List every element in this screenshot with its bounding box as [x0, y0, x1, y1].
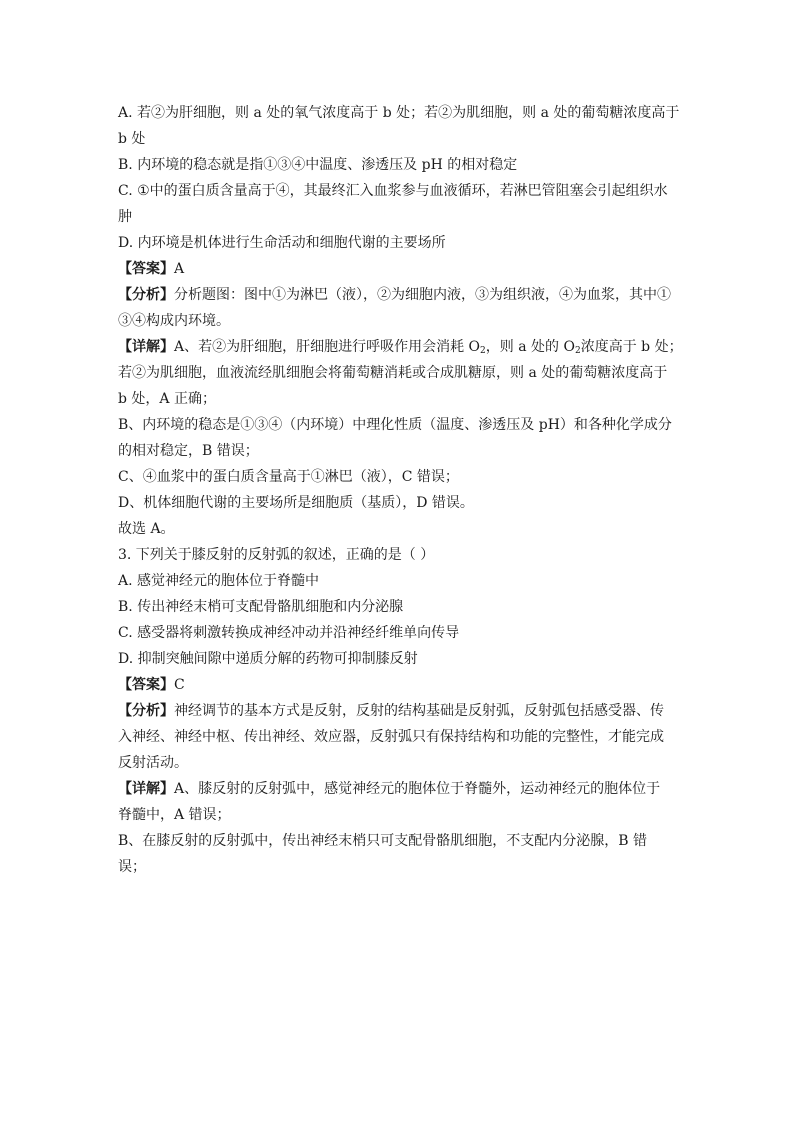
q2-detail-1c: 浓度高于 b 处；: [580, 339, 683, 355]
q2-detail-1a: A、若②为肝细胞，肝细胞进行呼吸作用会消耗 O: [174, 339, 481, 355]
q3-detail-line4: 误；: [118, 859, 146, 875]
document-page: [118, 100, 683, 880]
q2-detail-line7: D、机体细胞代谢的主要场所是细胞质（基质），D 错误。: [118, 495, 474, 511]
q3-option-d: D. 抑制突触间隙中递质分解的药物可抑制膝反射: [118, 651, 418, 667]
q3-detail-line2: 脊髓中，A 错误；: [118, 807, 231, 823]
q2-option-c-line1: C. ①中的蛋白质含量高于④，其最终汇入血浆参与血液循环，若淋巴管阻塞会引起组织水: [118, 183, 668, 199]
q2-option-a-line2: b 处: [118, 131, 146, 147]
q3-detail-text1: A、膝反射的反射弧中，感觉神经元的胞体位于脊髓外，运动神经元的胞体位于: [174, 781, 661, 797]
q3-option-a: A. 感觉神经元的胞体位于脊髓中: [118, 573, 320, 589]
q2-detail-line1: [118, 334, 683, 360]
q2-answer: [118, 256, 678, 282]
q2-detail-line4: B、内环境的稳态是①③④（内环境）中理化性质（温度、渗透压及 pH）和各种化学成分: [118, 417, 672, 433]
o2-subscript: 2: [574, 346, 581, 356]
q2-detail-line2: 若②为肌细胞，血液流经肌细胞会将葡萄糖消耗或合成肌糖原，则 a 处的葡萄糖浓度高于: [118, 365, 668, 381]
q2-detail-1b: ，则 a 处的 O: [485, 339, 575, 355]
q2-detail-line3: b 处，A 正确；: [118, 391, 216, 407]
q2-answer-label: 【答案】: [118, 261, 174, 277]
q3-answer-label: 【答案】: [118, 677, 174, 693]
q2-answer-value: A: [174, 261, 185, 277]
q2-analysis-line2: ③④构成内环境。: [118, 313, 230, 329]
q3-analysis-line2: 入神经、神经中枢、传出神经、效应器，反射弧只有保持结构和功能的完整性，才能完成: [118, 729, 664, 745]
q3-analysis-label: 【分析】: [118, 703, 174, 719]
q3-detail-line1: [118, 776, 678, 802]
q3-question: 3. 下列关于膝反射的反射弧的叙述，正确的是（ ）: [118, 547, 435, 563]
q3-analysis-text1: 神经调节的基本方式是反射，反射的结构基础是反射弧，反射弧包括感受器、传: [174, 703, 664, 719]
q2-detail-line6: C、④血浆中的蛋白质含量高于①淋巴（液），C 错误；: [118, 469, 459, 485]
q2-analysis-label: 【分析】: [118, 287, 174, 303]
q3-detail-line3: B、在膝反射的反射弧中，传出神经末梢只可支配骨骼肌细胞，不支配内分泌腺，B 错: [118, 833, 648, 849]
q2-option-a-line1: A. 若②为肝细胞，则 a 处的氧气浓度高于 b 处；若②为肌细胞，则 a 处的葡萄糖浓度高于: [118, 105, 680, 121]
q3-answer-value: C: [174, 677, 185, 693]
q2-analysis-text1: 分析题图：图中①为淋巴（液），②为细胞内液，③为组织液，④为血浆，其中①: [174, 287, 671, 303]
q2-option-d: D. 内环境是机体进行生命活动和细胞代谢的主要场所: [118, 235, 446, 251]
q2-option-b: B. 内环境的稳态就是指①③④中温度、渗透压及 pH 的相对稳定: [118, 157, 518, 173]
q2-conclusion: 故选 A。: [118, 521, 175, 537]
q2-detail-label: 【详解】: [118, 339, 174, 355]
q3-option-b: B. 传出神经末梢可支配骨骼肌细胞和内分泌腺: [118, 599, 404, 615]
q3-answer: [118, 672, 678, 698]
q3-analysis-line1: [118, 698, 678, 724]
q2-analysis-line1: [118, 282, 678, 308]
q2-detail-line5: 的相对稳定，B 错误；: [118, 443, 259, 459]
q3-option-c: C. 感受器将刺激转换成神经冲动并沿神经纤维单向传导: [118, 625, 460, 641]
q3-analysis-line3: 反射活动。: [118, 755, 188, 771]
q2-option-c-line2: 肿: [118, 209, 132, 225]
o2-subscript: 2: [480, 346, 486, 356]
q3-detail-label: 【详解】: [118, 781, 174, 797]
